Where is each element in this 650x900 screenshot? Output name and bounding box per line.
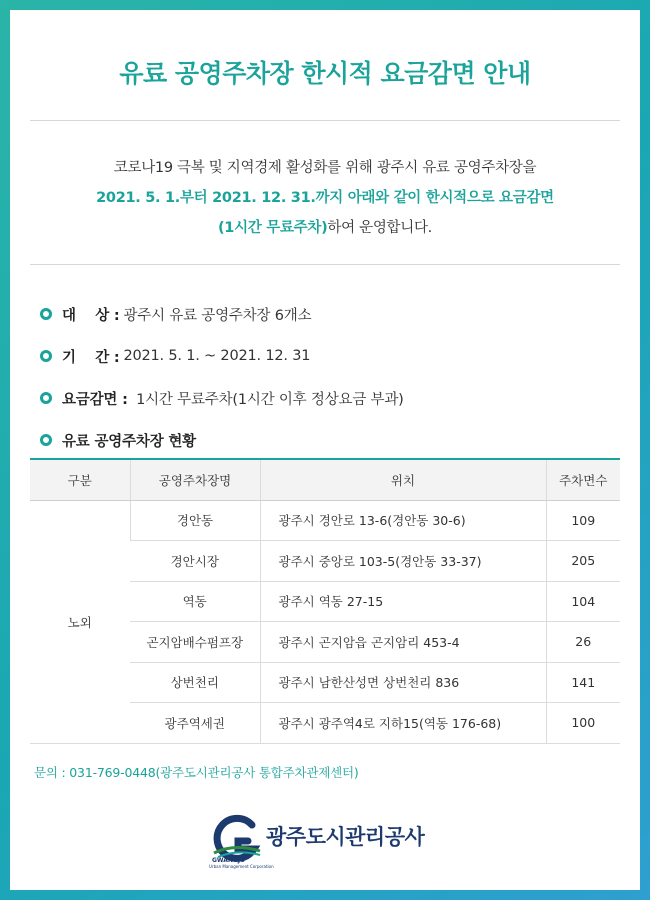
location-cell: 광주시 중앙로 103-5(경안동 33-37) bbox=[260, 541, 546, 582]
logo-sub-text: Urban Management Corporation bbox=[209, 864, 274, 869]
info-status-heading bbox=[40, 419, 600, 461]
logo-sub-text: GWANGJU bbox=[212, 857, 245, 864]
location-cell: 광주시 경안로 13-6(경안동 30-6) bbox=[260, 500, 546, 541]
location-cell: 광주시 역동 27-15 bbox=[260, 581, 546, 622]
intro-line-1: 코로나19 극복 및 지역경제 활성화를 위해 광주시 유료 공영주차장을 bbox=[113, 160, 537, 176]
spaces-cell: 141 bbox=[546, 662, 620, 703]
info-label: 유료 공영주차장 현황 bbox=[62, 433, 196, 450]
info-label: 기 간 : bbox=[62, 349, 120, 366]
spaces-cell: 26 bbox=[546, 622, 620, 663]
divider bbox=[30, 120, 620, 121]
header-location: 위치 bbox=[260, 459, 546, 500]
table-header-row bbox=[30, 459, 620, 500]
intro-highlight: (1시간 무료주차) bbox=[217, 220, 328, 236]
header-name: 공영주차장명 bbox=[130, 459, 260, 500]
info-value: 2021. 5. 1. ~ 2021. 12. 31 bbox=[123, 348, 311, 364]
name-cell: 역동 bbox=[130, 581, 260, 622]
category-cell: 노외 bbox=[30, 500, 130, 743]
info-target bbox=[40, 293, 600, 335]
table-row bbox=[30, 500, 620, 541]
spaces-cell: 109 bbox=[546, 500, 620, 541]
info-value: 광주시 유료 공영주차장 6개소 bbox=[123, 307, 312, 324]
info-value: 1시간 무료주차(1시간 이후 정상요금 부과) bbox=[131, 391, 404, 408]
contact-info: 문의 : 031-769-0448(광주도시관리공사 통합주차관제센터) bbox=[34, 765, 359, 780]
notice-card bbox=[10, 10, 640, 890]
name-cell: 광주역세권 bbox=[130, 703, 260, 744]
company-logo bbox=[208, 813, 448, 873]
page-title: 유료 공영주차장 한시적 요금감면 안내 bbox=[119, 59, 531, 88]
info-list bbox=[40, 293, 600, 461]
info-discount bbox=[40, 377, 600, 419]
name-cell: 경안시장 bbox=[130, 541, 260, 582]
name-cell: 곤지암배수펌프장 bbox=[130, 622, 260, 663]
location-cell: 광주시 광주역4로 지하15(역동 176-68) bbox=[260, 703, 546, 744]
circle-bullet-icon bbox=[40, 434, 52, 446]
circle-bullet-icon bbox=[40, 308, 52, 320]
location-cell: 광주시 남한산성면 상번천리 836 bbox=[260, 662, 546, 703]
circle-bullet-icon bbox=[40, 350, 52, 362]
header-category: 구분 bbox=[30, 459, 130, 500]
name-cell: 상번천리 bbox=[130, 662, 260, 703]
divider bbox=[30, 264, 620, 265]
info-period bbox=[40, 335, 600, 377]
intro-line-2: 2021. 5. 1.부터 2021. 12. 31.까지 아래와 같이 한시적으로 요금감면 bbox=[96, 190, 554, 206]
logo-wordmark: 광주도시관리공사 bbox=[266, 825, 425, 849]
intro-text bbox=[10, 153, 640, 243]
info-label: 요금감면 : bbox=[62, 391, 128, 408]
spaces-cell: 100 bbox=[546, 703, 620, 744]
parking-table bbox=[30, 458, 620, 744]
intro-line-3 bbox=[10, 213, 640, 243]
name-cell: 경안동 bbox=[130, 500, 260, 541]
spaces-cell: 104 bbox=[546, 581, 620, 622]
circle-bullet-icon bbox=[40, 392, 52, 404]
info-label: 대 상 : bbox=[62, 307, 120, 324]
spaces-cell: 205 bbox=[546, 541, 620, 582]
header-spaces: 주차면수 bbox=[546, 459, 620, 500]
intro-rest: 하여 운영합니다. bbox=[327, 220, 432, 236]
location-cell: 광주시 곤지암읍 곤지암리 453-4 bbox=[260, 622, 546, 663]
